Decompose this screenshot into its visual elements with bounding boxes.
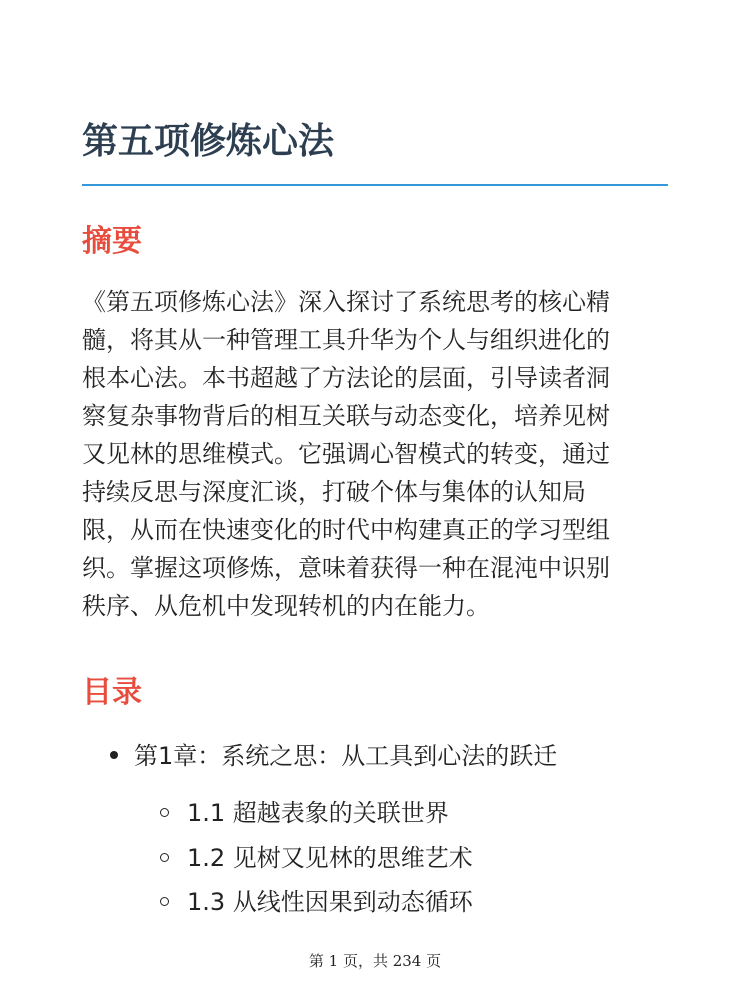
abstract-line: 限，从而在快速变化的时代中构建真正的学习型组 <box>82 516 610 544</box>
bullet-circle-icon <box>160 853 169 862</box>
abstract-heading: 摘要 <box>82 224 142 259</box>
toc-section-item[interactable] <box>160 886 473 918</box>
bullet-circle-icon <box>160 897 169 906</box>
abstract-line: 髓，将其从一种管理工具升华为个人与组织进化的 <box>82 326 610 354</box>
abstract-line: 根本心法。本书超越了方法论的层面，引导读者洞 <box>82 364 610 392</box>
page-number-footer: 第 1 页，共 234 页 <box>308 952 442 970</box>
document-title: 第五项修炼心法 <box>82 121 335 162</box>
toc-heading: 目录 <box>82 675 142 710</box>
bullet-circle-icon <box>160 808 169 817</box>
abstract-line: 察复杂事物背后的相互关联与动态变化，培养见树 <box>82 402 610 430</box>
toc-section-item[interactable] <box>160 797 449 829</box>
abstract-line: 《第五项修炼心法》深入探讨了系统思考的核心精 <box>82 288 610 316</box>
toc-section-item[interactable] <box>160 842 473 874</box>
abstract-paragraph <box>82 283 672 625</box>
bullet-disc-icon <box>110 751 118 759</box>
toc-chapter-label: 第1章：系统之思：从工具到心法的跃迁 <box>134 742 558 770</box>
toc-section-label: 1.3 从线性因果到动态循环 <box>187 888 473 916</box>
toc-section-label: 1.1 超越表象的关联世界 <box>187 799 449 827</box>
abstract-line: 又见林的思维模式。它强调心智模式的转变，通过 <box>82 440 610 468</box>
abstract-line: 秩序、从危机中发现转机的内在能力。 <box>82 592 490 620</box>
toc-section-label: 1.2 见树又见林的思维艺术 <box>187 844 473 872</box>
toc-chapter-item[interactable] <box>110 740 557 772</box>
title-divider <box>82 184 668 186</box>
abstract-line: 持续反思与深度汇谈，打破个体与集体的认知局 <box>82 478 586 506</box>
abstract-line: 织。掌握这项修炼，意味着获得一种在混沌中识别 <box>82 554 610 582</box>
